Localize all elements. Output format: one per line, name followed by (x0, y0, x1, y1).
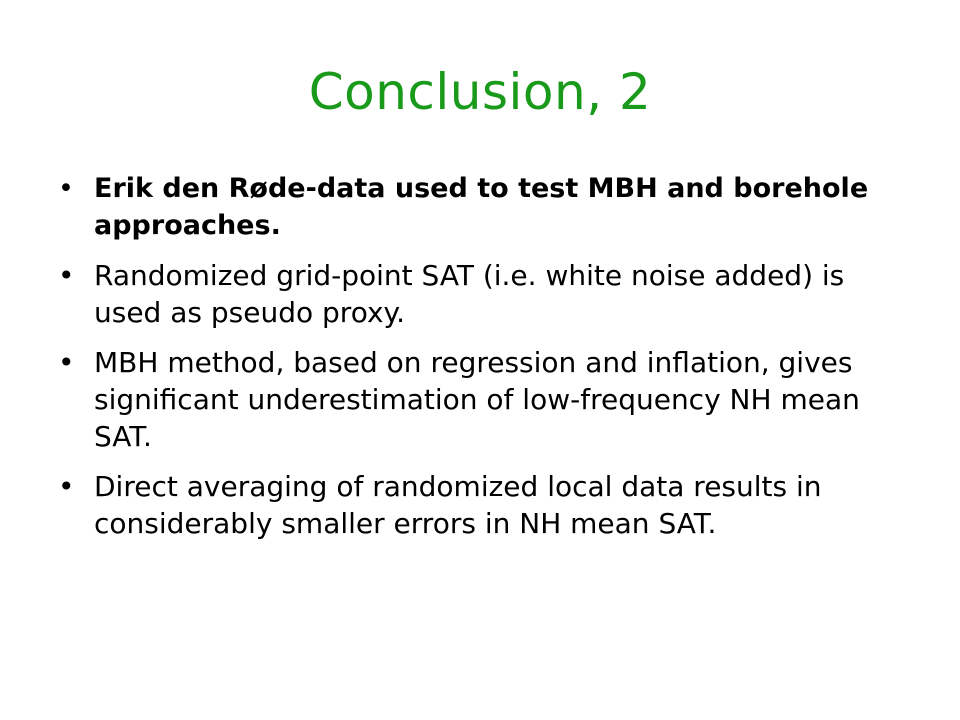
slide-title: Conclusion, 2 (308, 63, 652, 121)
bullet-dot-icon: • (58, 470, 75, 503)
bullet-dot-icon: • (58, 259, 75, 292)
bullet-text: Erik den Røde-data used to test MBH and borehole approaches. (94, 173, 869, 241)
bullet-text: Direct averaging of randomized local data results in considerably smaller errors in NH mean SAT. (94, 470, 822, 540)
bullet-item (58, 344, 888, 455)
bullet-dot-icon: • (58, 346, 75, 379)
bullet-text: Randomized grid-point SAT (i.e. white noise added) is used as pseudo proxy. (94, 259, 845, 329)
bullet-item (58, 257, 888, 331)
bullet-list (58, 170, 888, 555)
bullet-item (58, 468, 888, 542)
bullet-item (58, 170, 888, 244)
bullet-dot-icon: • (58, 173, 74, 204)
bullet-text: MBH method, based on regression and inflation, gives significant underestimation of low-frequency NH mean SAT. (94, 346, 860, 453)
